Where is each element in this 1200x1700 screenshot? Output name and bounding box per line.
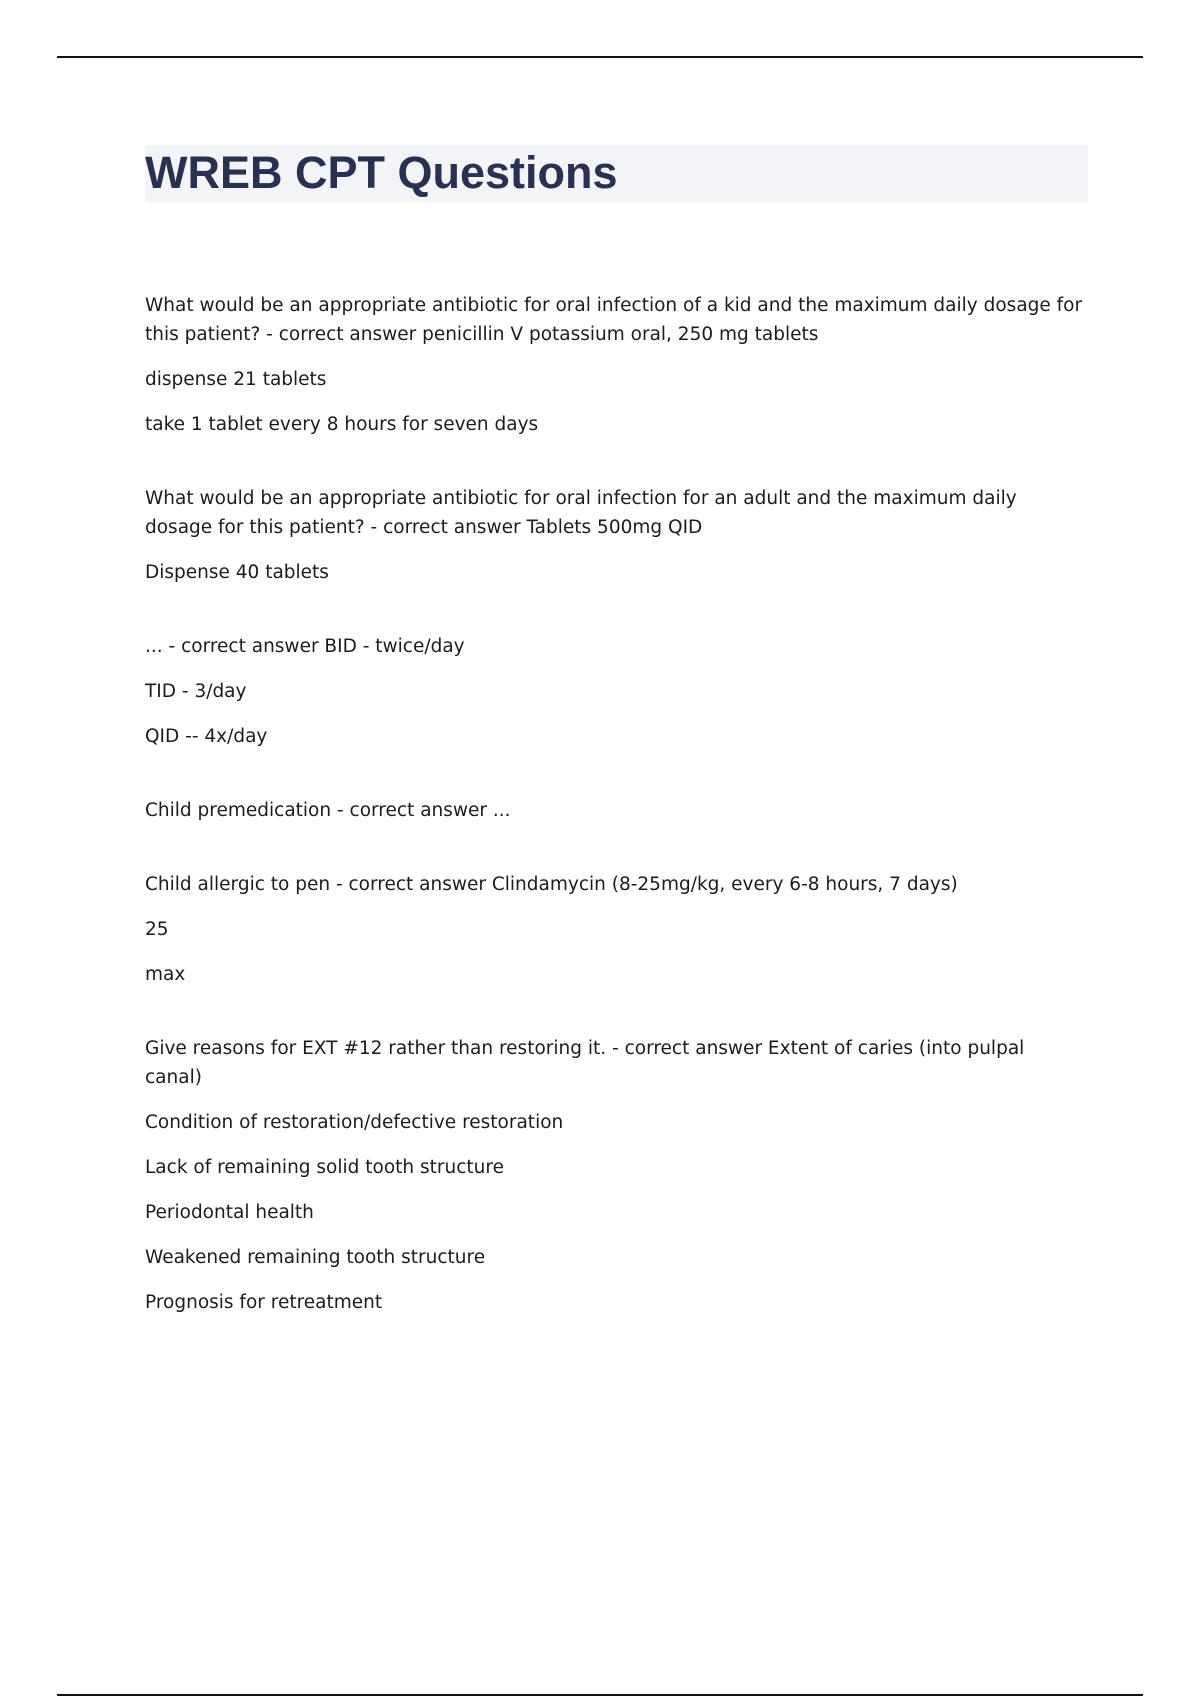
- qa-line: ... - correct answer BID - twice/day: [145, 636, 465, 657]
- qa-line: 25: [145, 919, 169, 940]
- qa-line: Dispense 40 tablets: [145, 562, 329, 583]
- qa-item-6: [145, 1034, 1085, 1317]
- qa-line: take 1 tablet every 8 hours for seven days: [145, 414, 539, 435]
- qa-line: Weakened remaining tooth structure: [145, 1247, 486, 1268]
- qa-line: Condition of restoration/defective restoration: [145, 1112, 564, 1133]
- qa-item-4: [145, 796, 1085, 825]
- qa-line: TID - 3/day: [145, 681, 247, 702]
- document-body: [145, 291, 1085, 1362]
- qa-line: What would be an appropriate antibiotic for oral infection for an adult and the maximum daily dosage for this patient? - correct answer Tablets 500mg QID: [145, 488, 1017, 538]
- qa-line: Prognosis for retreatment: [145, 1292, 383, 1313]
- qa-item-5: [145, 870, 1085, 989]
- title-block: [145, 145, 1088, 202]
- qa-line: Child premedication - correct answer ...: [145, 800, 511, 821]
- qa-line: What would be an appropriate antibiotic for oral infection of a kid and the maximum daily dosage for this patient? - correct answer penicillin V potassium oral, 250 mg tablets: [145, 295, 1083, 345]
- page-title: WREB CPT Questions: [145, 147, 618, 198]
- qa-line: Give reasons for EXT #12 rather than restoring it. - correct answer Extent of caries (into pulpal canal): [145, 1038, 1025, 1088]
- qa-line: dispense 21 tablets: [145, 369, 327, 390]
- qa-line: QID -- 4x/day: [145, 726, 268, 747]
- header-rule: [57, 56, 1143, 58]
- qa-item-2: [145, 484, 1085, 587]
- qa-line: max: [145, 964, 186, 985]
- qa-item-3: [145, 632, 1085, 751]
- qa-line: Lack of remaining solid tooth structure: [145, 1157, 504, 1178]
- qa-item-1: [145, 291, 1085, 439]
- footer-rule: [57, 1694, 1143, 1696]
- qa-line: Child allergic to pen - correct answer Clindamycin (8-25mg/kg, every 6-8 hours, 7 days): [145, 874, 958, 895]
- qa-line: Periodontal health: [145, 1202, 314, 1223]
